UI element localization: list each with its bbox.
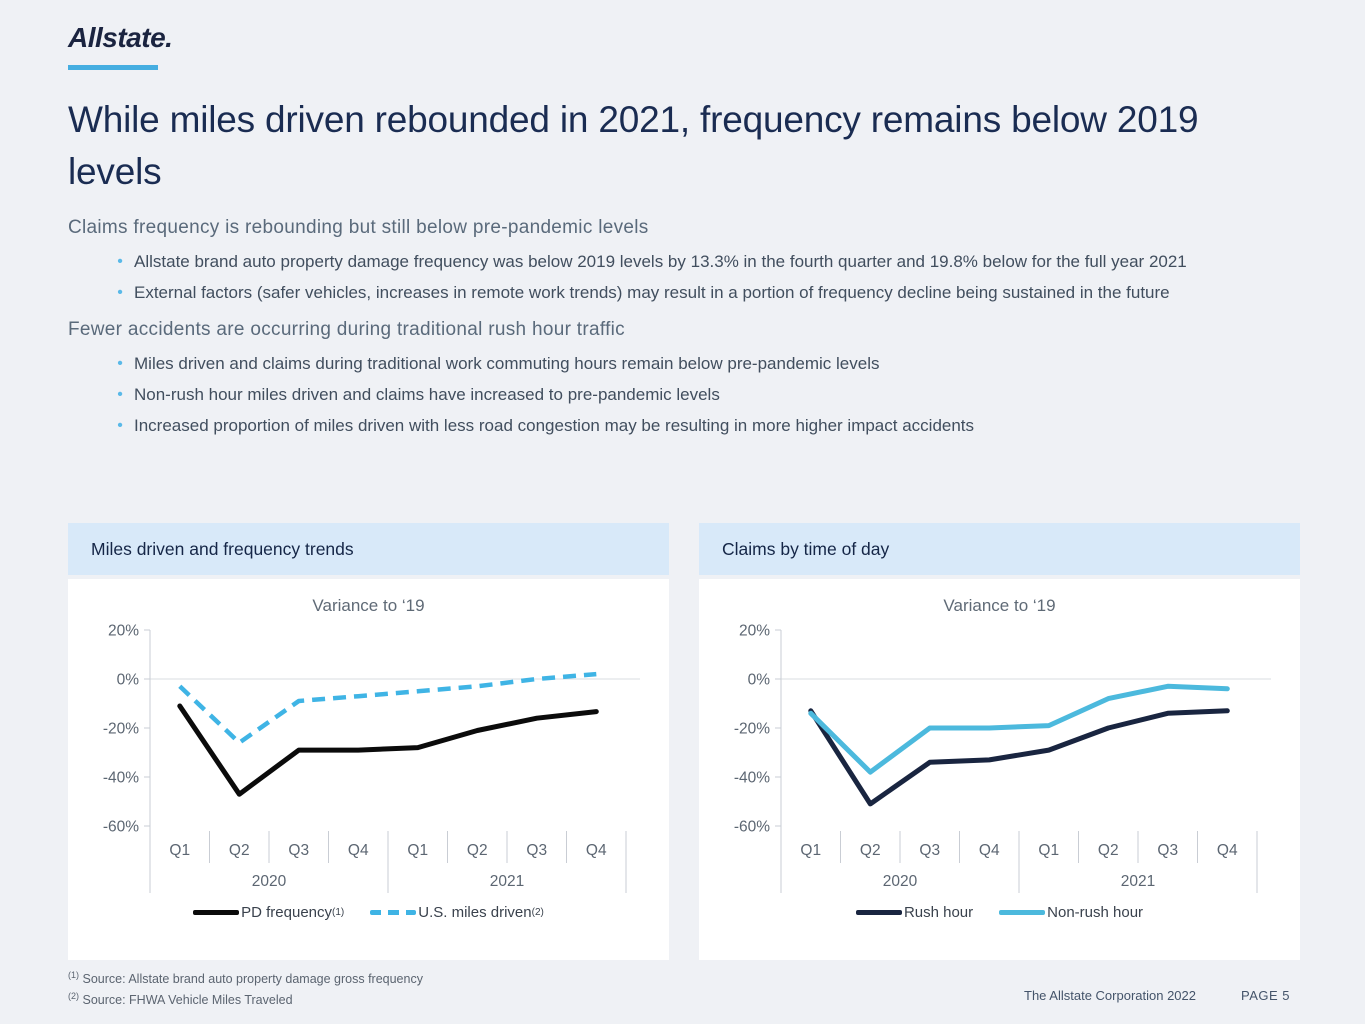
x-tick-label: Q3 [288,842,310,859]
legend-item-pd-frequency [193,904,344,921]
bullet-text: Non-rush hour miles driven and claims have increased to pre-pandemic levels [134,385,720,404]
series-line-pd-frequency [180,706,597,794]
chart-legend [699,904,1300,921]
y-tick-label: -40% [733,769,770,787]
bullet-text: Increased proportion of miles driven with less road congestion may be resulting in more higher impact accidents [134,416,975,435]
y-tick-label: 20% [738,622,770,640]
dashed-line-sample-icon [370,910,416,915]
footnote [68,967,423,988]
bullet-item [106,350,1273,377]
x-tick-label: Q2 [228,842,250,859]
allstate-logo: Allstate. [68,22,173,53]
bullet-text: Allstate brand auto property damage frequency was below 2019 levels by 13.3% in the fourth quarter and 19.8% below for the full year 2021 [134,252,1187,271]
chart-body [68,579,669,960]
bullet-dot-icon: • [117,284,123,301]
body-text [68,217,1273,452]
chart-title: Variance to ‘19 [312,596,425,615]
footnote-sup: (1) [68,970,79,980]
solid-line-sample-icon [193,910,239,915]
solid-line-sample-icon [856,910,902,915]
y-tick-label: -40% [102,769,139,787]
section-rush-hour [68,319,1273,439]
legend-item-non-rush-hour [999,904,1143,921]
y-tick-label: -20% [733,720,770,738]
page-title: While miles driven rebounded in 2021, frequency remains below 2019 levels [68,99,1199,192]
x-tick-label: Q3 [526,842,548,859]
bullet-list [68,248,1273,306]
section-claims-frequency [68,217,1273,306]
legend-label-sup: (1) [332,907,345,918]
legend-label: U.S. miles driven [418,904,532,921]
y-tick-label: 0% [747,671,770,689]
y-tick-label: 20% [107,622,139,640]
x-tick-label: Q4 [347,842,369,859]
year-group-label: 2020 [882,873,918,890]
x-tick-label: Q3 [1157,842,1179,859]
line-chart-claims-time-of-day [699,619,1300,902]
y-tick-label: -60% [733,818,770,836]
chart-legend [68,904,669,921]
x-tick-label: Q1 [169,842,191,859]
x-tick-label: Q2 [466,842,488,859]
footnotes [68,967,423,1009]
bullet-dot-icon: • [117,355,123,372]
x-tick-label: Q1 [1038,842,1060,859]
bullet-dot-icon: • [117,386,123,403]
footer-page-number: PAGE 5 [1241,988,1291,1003]
y-tick-label: -20% [102,720,139,738]
solid-line-sample-icon [999,910,1045,915]
section-heading: Fewer accidents are occurring during traditional rush hour traffic [68,319,625,340]
legend-item-u-s-miles-driven [370,904,544,921]
legend-label: PD frequency [241,904,333,921]
series-line-u-s-miles-driven [180,674,597,743]
year-group-label: 2021 [1120,873,1156,890]
year-group-label: 2020 [251,873,287,890]
footnote-sup: (2) [68,991,79,1002]
chart-panels [68,523,1300,960]
footnote [68,988,423,1009]
chart-title: Variance to ‘19 [943,596,1056,615]
chart-body [699,579,1300,960]
y-tick-label: 0% [116,671,139,689]
x-tick-label: Q2 [1097,842,1119,859]
year-group-label: 2021 [489,873,525,890]
x-tick-label: Q1 [407,842,429,859]
x-tick-label: Q4 [585,842,607,859]
bullet-text: External factors (safer vehicles, increases in remote work trends) may result in a portion of frequency decline being sustained in the future [134,283,1170,302]
bullet-item [106,381,1273,408]
x-tick-label: Q4 [1216,842,1238,859]
y-tick-label: -60% [102,818,139,836]
chart-panel-miles-driven [68,523,669,960]
logo-underline-accent [68,65,158,70]
section-heading: Claims frequency is rebounding but still below pre-pandemic levels [68,217,649,238]
bullet-dot-icon: • [117,417,123,434]
legend-item-rush-hour [856,904,973,921]
panel-header: Miles driven and frequency trends [68,523,669,575]
line-chart-miles-frequency [68,619,669,902]
x-tick-label: Q1 [800,842,822,859]
footer-company: The Allstate Corporation 2022 [1024,988,1196,1003]
bullet-list [68,350,1273,439]
legend-label: Rush hour [903,904,974,921]
series-line-non-rush-hour [811,686,1228,772]
bullet-item [106,412,1273,439]
footnote-text: Source: FHWA Vehicle Miles Traveled [82,993,293,1008]
legend-label: Non-rush hour [1047,904,1144,921]
bullet-item [106,279,1273,306]
bullet-dot-icon: • [117,253,123,270]
legend-label-sup: (2) [531,907,544,918]
x-tick-label: Q3 [919,842,941,859]
chart-panel-claims-time-of-day [699,523,1300,960]
panel-header: Claims by time of day [699,523,1300,575]
x-tick-label: Q4 [978,842,1000,859]
x-tick-label: Q2 [859,842,881,859]
bullet-item [106,248,1273,275]
bullet-text: Miles driven and claims during traditional work commuting hours remain below pre-pandemic levels [134,354,880,373]
footnote-text: Source: Allstate brand auto property damage gross frequency [82,972,423,987]
